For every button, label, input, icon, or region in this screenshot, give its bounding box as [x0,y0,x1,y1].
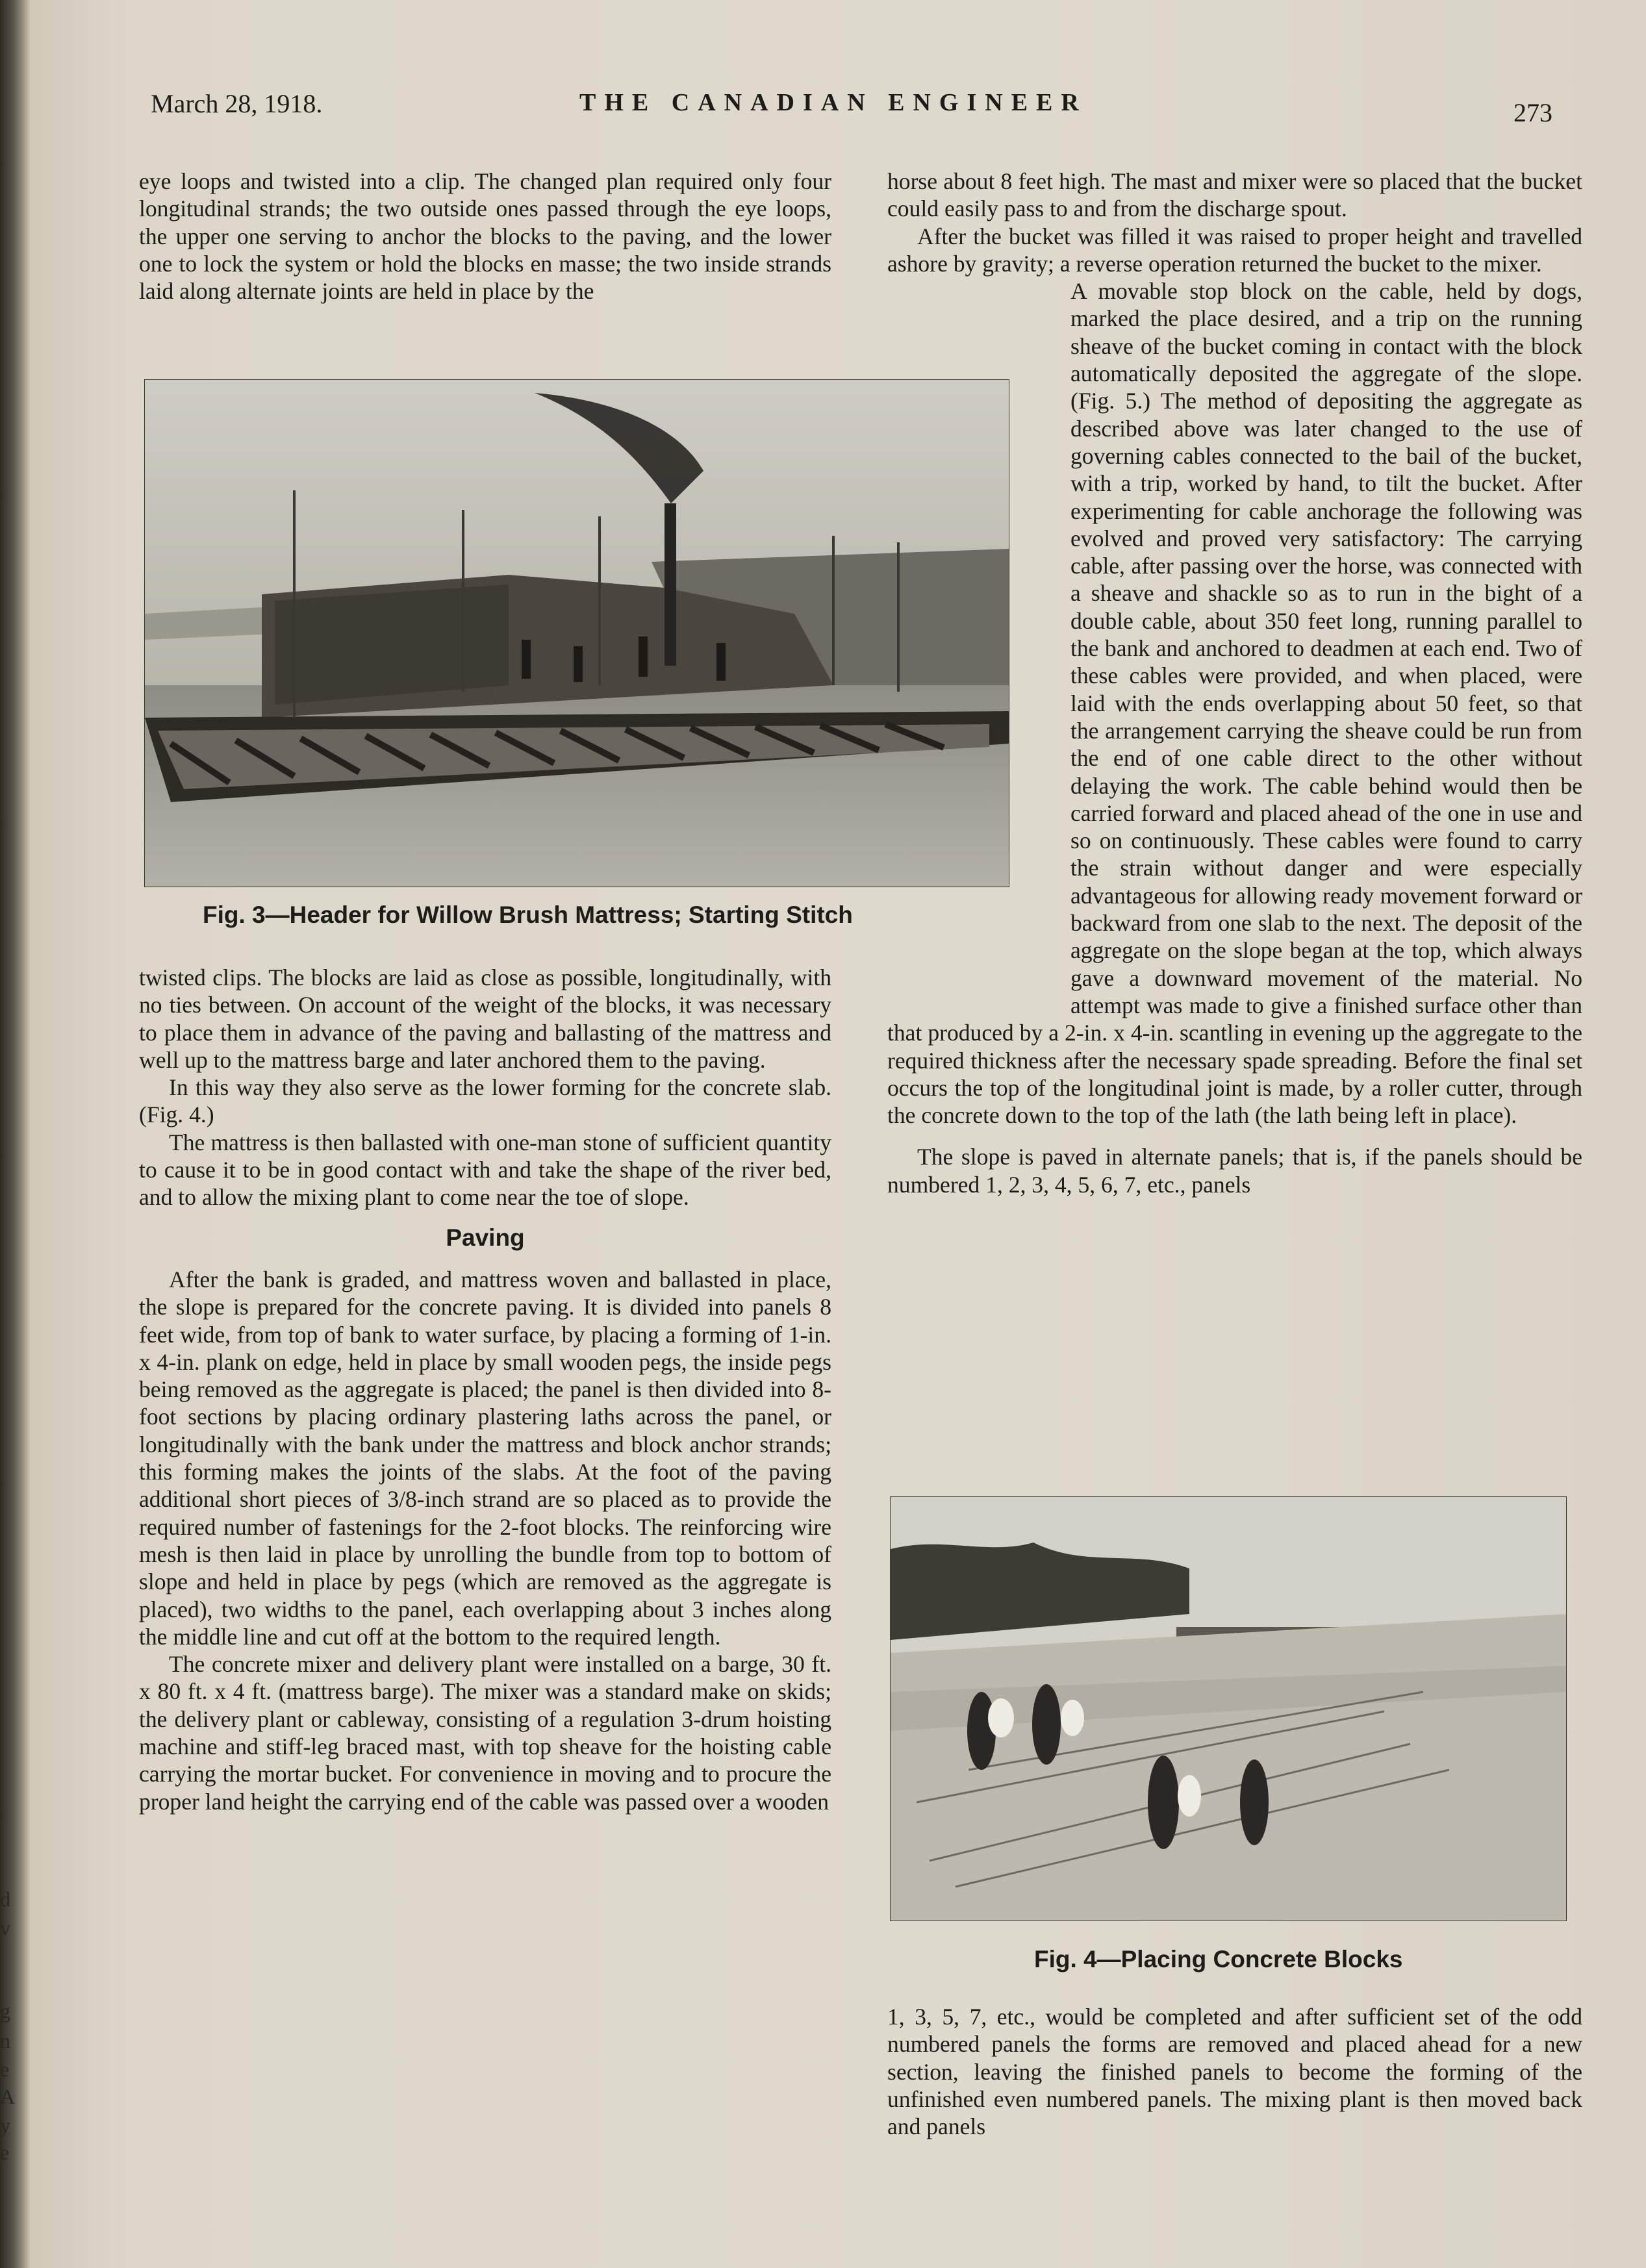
margin-mark: d [0,1887,10,1911]
running-head-date: March 28, 1918. [151,89,323,118]
paragraph: After the bucket was filled it was raised to proper height and travelled ashore by gravity; a reverse operation returned the bucket to the mixer. [887,223,1582,277]
margin-mark: g [0,1999,10,2022]
fig3-caption: Fig. 3—Header for Willow Brush Mattress; Starting Stitch [203,901,853,928]
paragraph: 1, 3, 5, 7, etc., would be completed and after sufficient set of the odd numbered panels the forms are removed and placed ahead for a new section, leaving the finished panels to become the forming of the unfinished even numbered panels. The mixing plant is then moved back and panels [887,2004,1582,2140]
margin-mark: n [0,2029,10,2052]
figure-wrap-space [887,277,1064,1002]
fig4-illustration [891,1497,1566,1921]
margin-mark: v [0,1916,10,1939]
margin-mark: e [0,2141,10,2164]
paragraph: The mattress is then ballasted with one-man stone of sufficient quantity to cause it to be in good contact with and take the shape of the river bed, and to allow the mixing plant to come near the toe of slope. [139,1129,831,1211]
paragraph: In this way they also serve as the lower forming for the concrete slab. (Fig. 4.) [139,1074,831,1128]
page-number: 273 [1513,98,1552,127]
margin-mark: A [0,2085,16,2108]
margin-mark: e [0,2058,10,2081]
paragraph: horse about 8 feet high. The mast and mixer were so placed that the bucket could easily pass to and from the discharge spout. [887,168,1582,222]
paragraph: The slope is paved in alternate panels; that is, if the panels should be numbered 1, 2, 3, 4, 5, 6, 7, etc., panels [887,1144,1582,1198]
paragraph: A movable stop block on the cable, held by dogs, marked the place desired, and a trip on the running sheave of the bucket coming in contact with the block automatically deposited the aggregate of the slope. (Fig. 5.) The method of depositing the aggregate as described above was later changed to the use of governing cables connected to the bail of the bucket, with a trip, worked by hand, to tilt the bucket. After experimenting for cable anchorage the following was evolved and proved very satisfactory: The carrying cable, after passing over the horse, was connected with a sheave and shackle so as to run in the bight of a double cable, about 350 feet long, running parallel to the bank and anchored to deadmen at each end. Two of these cables were provided, and when placed, were laid with the ends overlapping about 50 feet, so that the arrangement carrying the sheave could be run from the end of one cable direct to the other without delaying the work. The cable behind would then be carried forward and placed ahead of the one in use and so on continuously. These cables were found to carry the strain without danger and were especially advantageous for allowing ready movement forward or backward from one slab to the next. The deposit of the aggregate on the slope began at the top, which always gave a downward movement of the material. No attempt was made to give a finished surface other than that produced by a 2-in. x 4-in. scantling in evening up the aggregate to the required thickness after the necessary spade spreading. Before the final set occurs the top of the longitudinal joint is made, by a roller cutter, through the concrete down to the top of the lath (the lath being left in place). [887,278,1582,1129]
paragraph: After the bank is graded, and mattress woven and ballasted in place, the slope is prepared for the concrete paving. It is divided into panels 8 feet wide, from top of bank to water surface, by placing a forming of 1-in. x 4-in. plank on edge, held in place by small wooden pegs, the inside pegs being removed as the aggregate is placed; the panel is then divided into 8-foot sections by placing ordinary plastering laths across the panel, or longitudinally with the bank under the mattress and block anchor strands; this forming makes the joints of the slabs. At the foot of the paving additional short pieces of 3/8-inch strand are so placed as to provide the required number of fastenings for the 2-foot blocks. The reinforcing wire mesh is then laid in place by unrolling the bundle from top to bottom of slope and held in place by pegs (which are removed as the aggregate is placed), two widths to the panel, each overlapping about 3 inches along the middle line and cut off at the bottom to the required length. [139,1266,831,1650]
left-column-top [139,168,831,305]
paragraph: The concrete mixer and delivery plant were installed on a barge, 30 ft. x 80 ft. x 4 ft. (mattress barge). The mixer was a standard make on skids; the delivery plant or cableway, consisting of a regulation 3-drum hoisting machine and stiff-leg braced mast, with top sheave for the hoisting cable carrying the mortar bucket. For convenience in moving and to procure the proper land height the carrying end of the cable was passed over a wooden [139,1651,831,1815]
paragraph: eye loops and twisted into a clip. The changed plan required only four longitudinal strands; the two outside ones passed through the eye loops, the upper one serving to anchor the blocks to the paving, and the lower one to lock the system or hold the blocks en masse; the two inside strands laid along alternate joints are held in place by the [139,168,831,305]
left-column-bottom [139,964,831,1815]
fig4-photograph [890,1496,1567,1921]
fig4-caption: Fig. 4—Placing Concrete Blocks [1034,1946,1403,1972]
fig3-photograph [144,379,1009,887]
margin-mark: y [0,2113,10,2137]
paragraph: twisted clips. The blocks are laid as close as possible, longitudinally, with no ties between. On account of the weight of the blocks, it was necessary to place them in advance of the paving and ballasting of the mattress and well up to the mattress barge and later anchored them to the paving. [139,964,831,1073]
right-column-top [887,168,1582,1198]
right-column-bottom [887,2003,1582,2140]
section-heading-paving: Paving [446,1224,525,1251]
fig3-illustration [145,380,1009,887]
running-head-journal-title: THE CANADIAN ENGINEER [579,89,1087,116]
